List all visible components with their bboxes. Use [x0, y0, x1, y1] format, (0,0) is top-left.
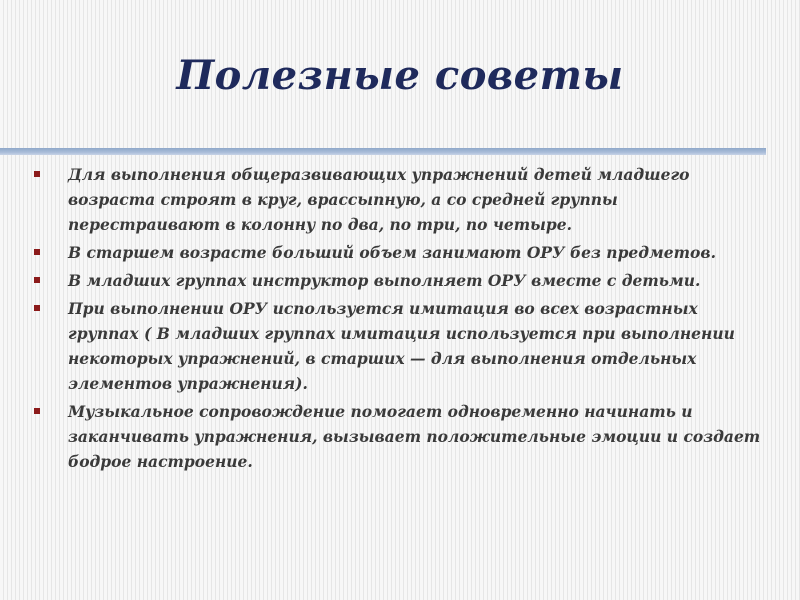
bullet-item-2 — [34, 240, 764, 265]
square-bullet-icon — [34, 305, 40, 311]
square-bullet-icon — [34, 249, 40, 255]
bullet-text: В младших группах инструктор выполняет ОРУ вместе с детьми. — [68, 271, 701, 290]
slide-title: Полезные советы — [176, 52, 624, 99]
bullet-text: В старшем возрасте больший объем занимают ОРУ без предметов. — [68, 243, 716, 262]
bullet-list — [34, 162, 764, 477]
bullet-text: Музыкальное сопровождение помогает одновременно начинать и заканчивать упражнения, вызывает положительные эмоции и создает бодрое настроение. — [68, 402, 761, 471]
square-bullet-icon — [34, 277, 40, 283]
square-bullet-icon — [34, 171, 40, 177]
bullet-text: Для выполнения общеразвивающих упражнений детей младшего возраста строят в круг, врассыпную, а со средней группы перестраивают в колонну по два, по три, по четыре. — [68, 165, 690, 234]
bullet-item-1 — [34, 162, 764, 237]
bullet-item-4 — [34, 296, 764, 396]
square-bullet-icon — [34, 408, 40, 414]
bullet-item-3 — [34, 268, 764, 293]
title-divider — [0, 148, 766, 155]
bullet-text: При выполнении ОРУ используется имитация во всех возрастных группах ( В младших группах имитация используется при выполнении некоторых упражнений, в старших — для выполнения отдельных элементов упражнения). — [68, 299, 735, 393]
bullet-item-5 — [34, 399, 764, 474]
